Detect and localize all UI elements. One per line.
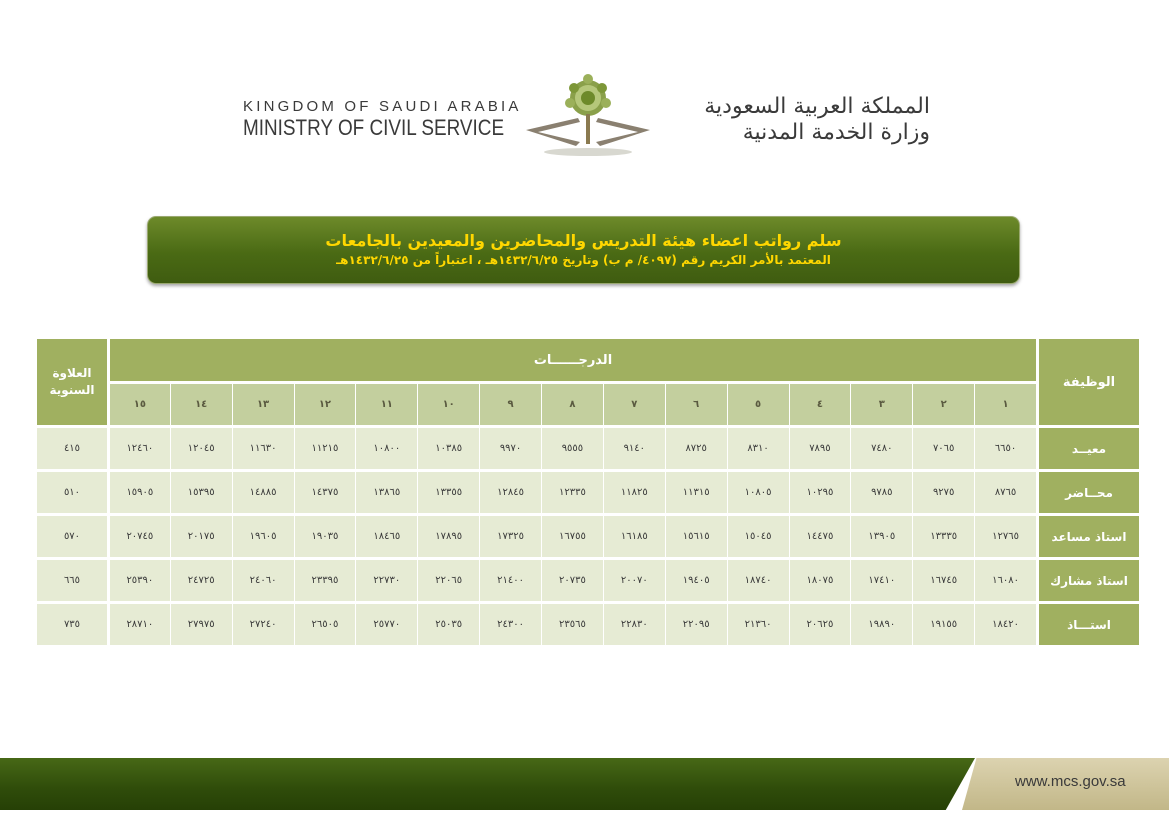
ministry-emblem-icon — [518, 74, 658, 160]
salary-cell: ١٧٣٢٥ — [479, 513, 541, 557]
salary-cell: ١٦٧٥٥ — [541, 513, 603, 557]
salary-cell: ٩١٤٠ — [603, 425, 665, 469]
salary-cell: ١٥٦١٥ — [665, 513, 727, 557]
salary-cell: ٧٨٩٥ — [789, 425, 851, 469]
salary-cell: ٢٠٧٣٥ — [541, 557, 603, 601]
english-line-2: MINISTRY OF CIVIL SERVICE — [243, 115, 505, 140]
salary-cell: ١٤٣٧٥ — [294, 469, 356, 513]
job-title-cell: معيــد — [1036, 425, 1139, 469]
salary-cell: ١٩٨٩٠ — [850, 601, 912, 645]
salary-cell: ٢٧٩٧٥ — [170, 601, 232, 645]
english-line-1: KINGDOM OF SAUDI ARABIA — [243, 98, 522, 115]
salary-cell: ١٦٠٨٠ — [974, 557, 1036, 601]
title-banner — [147, 216, 1020, 284]
salary-cell: ١٢٨٤٥ — [479, 469, 541, 513]
salary-cell: ١٩١٥٥ — [912, 601, 974, 645]
grade-header-cell: ٥ — [727, 381, 789, 425]
grade-header-cell: ٤ — [789, 381, 851, 425]
allowance-cell: ٥٧٠ — [37, 513, 110, 557]
grade-header-cell: ١٢ — [294, 381, 356, 425]
table-row — [37, 601, 1139, 645]
arabic-line-1: المملكة العربية السعودية — [704, 94, 930, 119]
salary-cell: ٢١٣٦٠ — [727, 601, 789, 645]
salary-cell: ١٦١٨٥ — [603, 513, 665, 557]
arabic-line-2: وزارة الخدمة المدنية — [742, 120, 930, 145]
table-row — [37, 557, 1139, 601]
grade-header-cell: ٩ — [479, 381, 541, 425]
salary-cell: ٢٢٠٩٥ — [665, 601, 727, 645]
salary-cell: ٢٠٧٤٥ — [110, 513, 170, 557]
job-title-cell: استاذ مساعد — [1036, 513, 1139, 557]
salary-cell: ٦٦٥٠ — [974, 425, 1036, 469]
grade-header-cell: ٢ — [912, 381, 974, 425]
salary-cell: ١٥٩٠٥ — [110, 469, 170, 513]
salary-table — [37, 339, 1139, 645]
salary-cell: ١٦٧٤٥ — [912, 557, 974, 601]
allowance-cell: ٧٣٥ — [37, 601, 110, 645]
banner-title: سلم رواتب اعضاء هيئة التدريس والمحاضرين والمعيدين بالجامعات — [325, 231, 842, 250]
ministry-name-english — [243, 98, 522, 140]
salary-cell: ٨٧٦٥ — [974, 469, 1036, 513]
salary-cell: ٢٠٦٢٥ — [789, 601, 851, 645]
salary-cell: ٩٩٧٠ — [479, 425, 541, 469]
salary-cell: ١٥٠٤٥ — [727, 513, 789, 557]
footer-bar — [0, 758, 975, 810]
salary-cell: ٢٢٧٣٠ — [355, 557, 417, 601]
salary-cell: ١٧٨٩٥ — [417, 513, 479, 557]
salary-cell: ٢١٤٠٠ — [479, 557, 541, 601]
salary-cell: ١٠٨٠٠ — [355, 425, 417, 469]
salary-cell: ١٠٨٠٥ — [727, 469, 789, 513]
salary-cell: ١٣٣٥٥ — [417, 469, 479, 513]
allowance-cell: ٥١٠ — [37, 469, 110, 513]
salary-cell: ٢٢٠٦٥ — [417, 557, 479, 601]
salary-cell: ١٤٤٧٥ — [789, 513, 851, 557]
salary-cell: ٢٤٧٢٥ — [170, 557, 232, 601]
job-header: الوظيفة — [1036, 339, 1139, 425]
job-title-cell: استـــاذ — [1036, 601, 1139, 645]
salary-cell: ١٢٧٦٥ — [974, 513, 1036, 557]
salary-cell: ٢٥٧٧٠ — [355, 601, 417, 645]
allowance-header: العلاوة السنوية — [37, 339, 110, 425]
salary-cell: ١٨٤٢٠ — [974, 601, 1036, 645]
salary-cell: ٢٦٥٠٥ — [294, 601, 356, 645]
banner-subtitle: المعتمد بالأمر الكريم رقم (٤٠٩٧/ م ب) وتاريخ ١٤٣٢/٦/٢٥هـ ، اعتباراً من ١٤٣٢/٦/٢٥هـ — [336, 253, 831, 267]
grade-header-cell: ٣ — [850, 381, 912, 425]
salary-cell: ١٩٠٣٥ — [294, 513, 356, 557]
grade-header-cell: ١٥ — [110, 381, 170, 425]
salary-cell: ٢٢٨٣٠ — [603, 601, 665, 645]
salary-cell: ٢٠٠٧٠ — [603, 557, 665, 601]
salary-cell: ١٧٤١٠ — [850, 557, 912, 601]
salary-cell: ١١٢١٥ — [294, 425, 356, 469]
salary-cell: ٢٤٣٠٠ — [479, 601, 541, 645]
salary-cell: ١٢٠٤٥ — [170, 425, 232, 469]
salary-cell: ١٨٠٧٥ — [789, 557, 851, 601]
grade-header-row — [37, 381, 1139, 425]
website-link[interactable]: www.mcs.gov.sa — [1015, 773, 1126, 790]
table-row — [37, 469, 1139, 513]
salary-cell: ٢٠١٧٥ — [170, 513, 232, 557]
salary-cell: ١٩٦٠٥ — [232, 513, 294, 557]
salary-cell: ١٣٩٠٥ — [850, 513, 912, 557]
grade-header-cell: ٦ — [665, 381, 727, 425]
salary-table-body — [37, 425, 1139, 645]
salary-cell: ٩٢٧٥ — [912, 469, 974, 513]
salary-cell: ٧٠٦٥ — [912, 425, 974, 469]
salary-cell: ٢٨٧١٠ — [110, 601, 170, 645]
grade-header-cell: ١ — [974, 381, 1036, 425]
allowance-cell: ٤١٥ — [37, 425, 110, 469]
salary-cell: ٢٣٣٩٥ — [294, 557, 356, 601]
salary-cell: ١١٣١٥ — [665, 469, 727, 513]
salary-cell: ٨٧٢٥ — [665, 425, 727, 469]
salary-cell: ١٠٢٩٥ — [789, 469, 851, 513]
salary-cell: ٩٥٥٥ — [541, 425, 603, 469]
job-title-cell: محــاضر — [1036, 469, 1139, 513]
salary-cell: ٢٥٣٩٠ — [110, 557, 170, 601]
salary-cell: ١٩٤٠٥ — [665, 557, 727, 601]
table-row — [37, 425, 1139, 469]
salary-cell: ١٤٨٨٥ — [232, 469, 294, 513]
salary-cell: ١٢٤٦٠ — [110, 425, 170, 469]
salary-cell: ٨٣١٠ — [727, 425, 789, 469]
allowance-cell: ٦٦٥ — [37, 557, 110, 601]
salary-cell: ٢٥٠٣٥ — [417, 601, 479, 645]
salary-cell: ٢٧٢٤٠ — [232, 601, 294, 645]
ministry-name-arabic — [655, 94, 930, 146]
grade-header-cell: ١١ — [355, 381, 417, 425]
salary-cell: ٢٣٥٦٥ — [541, 601, 603, 645]
salary-cell: ١٨٧٤٠ — [727, 557, 789, 601]
salary-cell: ١٣٨٦٥ — [355, 469, 417, 513]
job-title-cell: استاذ مشارك — [1036, 557, 1139, 601]
grade-header-cell: ٨ — [541, 381, 603, 425]
grade-header-cell: ١٣ — [232, 381, 294, 425]
salary-cell: ٢٤٠٦٠ — [232, 557, 294, 601]
salary-cell: ٧٤٨٠ — [850, 425, 912, 469]
salary-cell: ١٣٣٣٥ — [912, 513, 974, 557]
salary-cell: ١٥٣٩٥ — [170, 469, 232, 513]
salary-cell: ١١٨٢٥ — [603, 469, 665, 513]
salary-cell: ١٠٣٨٥ — [417, 425, 479, 469]
degrees-header: الدرجــــــات — [110, 339, 1036, 381]
grade-header-cell: ١٠ — [417, 381, 479, 425]
grade-header-cell: ١٤ — [170, 381, 232, 425]
salary-cell: ١٨٤٦٥ — [355, 513, 417, 557]
salary-cell: ١٢٣٣٥ — [541, 469, 603, 513]
grade-header-cell: ٧ — [603, 381, 665, 425]
salary-cell: ٩٧٨٥ — [850, 469, 912, 513]
salary-cell: ١١٦٣٠ — [232, 425, 294, 469]
table-row — [37, 513, 1139, 557]
